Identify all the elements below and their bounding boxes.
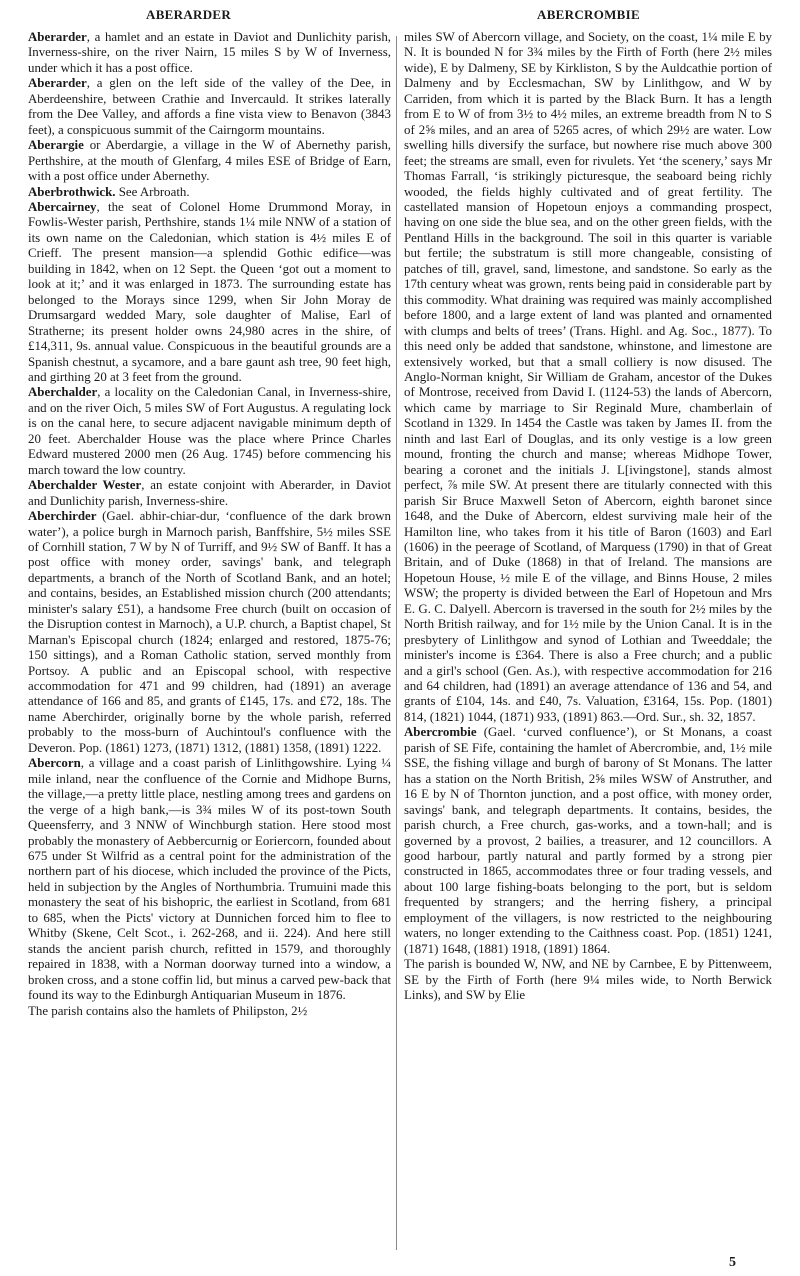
entry-text: or Aberdargie, a village in the W of Abernethy parish, Perthshire, at the mouth of Glenfarg, 4 miles ESE of Bridge of Earn, with a post office under Abernethy. [28,138,391,184]
column-divider [396,36,397,1250]
headword: Aberchalder Wester [28,478,142,493]
entry-text: See Arbroath. [115,184,190,199]
running-head [0,7,800,25]
entry-text: , a locality on the Caledonian Canal, in Inverness-shire, and on the river Oich, 5 miles SW of Fort Augustus. A regulating lock is on the canal here, to secure adjacent navigable minimum depth of 20 feet. Aberchalder House was the place where Prince Charles Edward mustered 2000 men (26 Aug. 1745) before commencing his march toward the low country. [28,385,391,477]
entry-text: , a glen on the left side of the valley of the Dee, in Aberdeenshire, between Crathie and Invercauld. It strikes laterally from the Dee Valley, and affords a fine vista view to Benavon (3843 feet), a conspicuous summit of the Cairngorm mountains. [28,76,391,137]
entry-text: (Gael. abhir-chiar-dur, ‘confluence of the dark brown water’), a police burgh in Marnoch parish, Banffshire, 5½ miles SSE of Cornhill station, 7 W by N of Turriff, and 9½ SW of Banff. It has a post office with money order, savings' bank, and telegraph departments, a branch of the North of Scotland Bank, and an hotel; and contains, besides, an Established mission church (200 attendants; minister's salary £51), a handsome Free church (built on occasion of the Disruption contest in Marnoch), a U.P. church, a Baptist chapel, St Marnan's Episcopal church (1824; enlarged and restored, 1875-76; 150 sittings), and a Roman Catholic station, served monthly from Portsoy. A public and an Episcopal school, with respective accommodation for 471 and 99 children, had (1891) an average attendance of 166 and 85, and grants of £145, 17s. and £72, 18s. The name Aberchirder, originally borne by the whole parish, referred probably to the moss-burn of Auchintoul's confluence with the Deveron. Pop. (1861) 1273, (1871) 1312, (1881) 1358, (1891) 1222. [28,509,391,755]
entry-aberarder-dee [28,76,391,138]
entry-aberchirder [28,509,391,756]
entry-aberchalder-wester [28,478,391,509]
headword: Aberchalder [28,385,98,400]
entry-abercorn-parish [28,1004,391,1019]
headword: Abercairney [28,199,97,214]
entry-abercorn [28,756,391,1003]
headword: Aberbrothwick. [28,184,116,199]
headword: Aberargie [28,138,84,153]
entry-text: (Gael. ‘curved confluence’), or St Monans, a coast parish of SE Fife, containing the hamlet of Abercrombie, and, 1½ mile SSE, the fishing village and burgh of barony of St Monans. The latter has a station on the North British, 2⅝ miles WSW of Anstruther, and 16 E by N of Thornton junction, and a post office, with money order, savings' bank, and telegraph departments. It contains, besides, the parish church, a Free church, gas-works, and a town-hall; and is governed by a provost, 2 bailies, a treasurer, and 12 councillors. A good harbour, partly natural and partly formed by a strong pier constructed in 1865, accommodates three or four trading vessels, and about 100 large fishing-boats belonging to the port, but is seldom frequented by strangers; and the herring fishery, a principal employment of the villagers, is now restricted to the neighbouring waters, no longer extending to the Caithness coast. Pop. (1851) 1241, (1871) 1648, (1881) 1918, (1891) 1864. [404,725,772,956]
entry-abercrombie-parish [404,957,772,1003]
page-number: 5 [729,1255,736,1270]
entry-text: , a village and a coast parish of Linlithgowshire. Lying ¼ mile inland, near the confluence of the Cornie and Midhope Burns, the village,—a pretty little place, nestling among trees and gardens on the verge of a high bank,—is 3¾ miles W of its post-town South Queensferry, and 3 NNW of Winchburgh station. Here stood most probably the monastery of Aebbercurnig or Eoriercorn, founded about 675 under St Wilfrid as a central point for the administration of the northern part of his diocese, which included the province of the Picts, held in subjection by the Angles of Northumbria. Trumuini made this monastery the seat of his bishopric, the earliest in Scotland, from 681 to 685, when the Picts' victory at Dunnichen forced him to flee to Whitby (Skene, Celt Scot., i. 262-268, and ii. 224). And here still stands the ancient parish church, refitted in 1579, and thoroughly repaired in 1838, with a Norman doorway turned into a window, a broken cross, and a stone coffin lid, but minus a carved pew-back that found its way to the Edinburgh Antiquarian Museum in 1876. [28,756,391,1003]
entry-text: The parish is bounded W, NW, and NE by Carnbee, E by Pittenweem, SE by the Firth of Forth (here 9¼ miles wide, to North Berwick Links), and SW by Elie [404,957,772,1003]
entry-aberchalder [28,385,391,478]
entry-aberargie [28,138,391,184]
right-running-head: ABERCROMBIE [537,7,640,22]
entry-text: miles SW of Abercorn village, and Society, on the coast, 1¼ mile E by N. It is bounded N for 3¾ miles by the Firth of Forth (here 2½ miles wide), E by Dalmeny, SE by Kirkliston, S by the Auldcathie portion of Dalmeny and by Ecclesmachan, SW by Linlithgow, and W by Carriden, from which it is parted by the Black Burn. It has a length from E to W of from 3½ to 4½ miles, an extreme breadth from N to S of 2⅝ miles, and an area of 5265 acres, of which 29½ are water. Low swelling hills diversify the surface, but nowhere rise much above 300 feet; the streams are small, even for rivulets. Yet ‘the scenery,’ says Mr Thomas Farrall, ‘is strikingly picturesque, the seaboard being richly wooded, the fields highly cultivated and of great fertility. The castellated mansion of Hopetoun enjoys a commanding prospect, having on one side the blue sea, and on the other green fields, with the Pentland Hills in the background. The soil in this quarter is variable but fertile; the substratum is still more changeable, consisting of patches of till, gravel, sand, limestone, and sandstone. So early as the 17th century wheat was grown, rents being paid in considerable part by this commodity. What draining was required was mainly accomplished before 1800, and a large extent of land was planted and ornamented with clumps and belts of trees’ (Trans. Highl. and Ag. Soc., 1877). To this need only be added that sandstone, whinstone, and limestone are extensively worked, but that a small colliery is now disused. The Anglo-Norman knight, Sir William de Graham, ancestor of the Dukes of Montrose, received from David I. (1124-53) the lands of Abercorn, which came by marriage to Sir Reginald Mure, chamberlain of Scotland in 1329. In 1454 the Castle was taken by James II. from the ninth and last Earl of Douglas, and its only vestige is a low green mound, fronting the church and manse; whereas Midhope Tower, bearing a coronet and the initials J. L[ivingstone], stands almost perfect, ⅞ mile SW. At present there are titularly connected with this parish Sir Bruce Maxwell Seton of Abercorn, eighth baronet since 1648, and the Duke of Abercorn, eldest surviving male heir of the Hamilton line, who takes from it his title of Baron (1603) and Earl (1606) in the peerage of Scotland, of Marquess (1790) in that of Great Britain, and of Duke (1868) in that of Ireland. The mansions are Hopetoun House, ½ mile E of the village, and Binns House, 2 miles WSW; the property is divided between the Earl of Hopetoun and Mrs E. G. C. Dalyell. Abercorn is traversed in the south for 2½ miles by the North British railway, and for 1½ mile by the Union Canal. It is in the presbytery of Linlithgow and synod of Lothian and Tweeddale; the minister's income is £364. There is also a Free church; and a public and a girl's school (Gen. As.), with respective accommodation for 216 and 64 children, had (1891) an average attendance of 136 and 54, and grants of £104, 14s. and £40, 7s. Valuation, £3164, 15s. Pop. (1801) 814, (1821) 1044, (1871) 933, (1891) 863.—Ord. Sur., sh. 32, 1857. [404,30,772,724]
left-running-head: ABERARDER [146,7,232,22]
entry-text: The parish contains also the hamlets of Philipston, 2½ [28,1003,308,1018]
entry-abercrombie [404,725,772,957]
entry-abercorn-continued [404,30,772,725]
headword: Aberarder [28,76,87,91]
right-column [404,30,772,1256]
entry-text: , a hamlet and an estate in Daviot and Dunlichity parish, Inverness-shire, on the river Nairn, 15 miles S by W of Inverness, under which it has a post office. [28,30,391,75]
headword: Abercorn [28,756,81,771]
headword: Abercrombie [404,725,477,740]
headword: Aberarder [28,30,87,44]
headword: Aberchirder [28,509,97,524]
entry-aberbrothwick [28,185,391,200]
entry-text: , an estate conjoint with Aberarder, in Daviot and Dunlichity parish, Inverness-shire. [28,478,391,508]
left-column [28,30,391,1256]
entry-abercairney [28,200,391,385]
entry-aberarder-daviot [28,30,391,76]
entry-text: , the seat of Colonel Home Drummond Moray, in Fowlis-Wester parish, Perthshire, stands 1¼ mile NNW of a station of its own name on the Caledonian, which station is 4½ miles E of Crieff. The present mansion—a splendid Gothic edifice—was building in 1842, when on 12 Sept. the Queen ‘got out a moment to look at it;’ and it was enlarged in 1873. The surrounding estate has belonged to the Morays since 1299, when Sir John Moray de Drumsargard wedded Mary, sole daughter of Malise, Earl of Stratherne; its present holder owns 24,980 acres in the shire, of £14,311, 9s. annual value. Conspicuous in the beautiful grounds are a Spanish chestnut, a sycamore, and a bare gaunt ash tree, 90 feet high, and girthing 20 at 3 feet from the ground. [28,199,391,384]
